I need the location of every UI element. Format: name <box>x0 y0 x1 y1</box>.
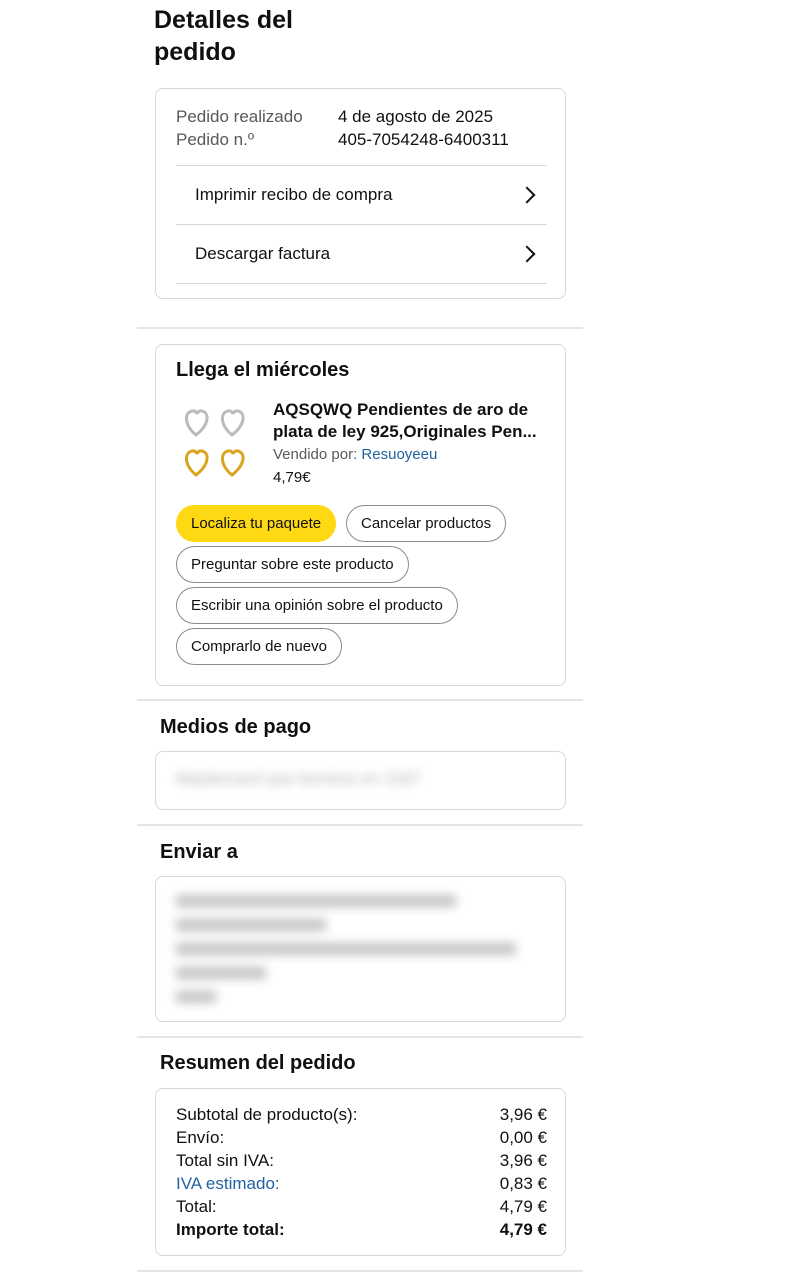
section-divider <box>137 1036 583 1038</box>
summary-value: 4,79 € <box>499 1220 547 1239</box>
product-image[interactable] <box>180 401 248 481</box>
summary-label: Importe total: <box>176 1220 285 1239</box>
summary-value: 0,00 € <box>499 1128 547 1147</box>
divider <box>176 283 547 284</box>
sold-by-label: Vendido por: <box>273 446 358 463</box>
summary-row-total-before-tax <box>176 1149 547 1172</box>
order-info-card <box>155 88 566 299</box>
summary-label: Envío: <box>176 1128 225 1147</box>
section-divider <box>137 824 583 826</box>
summary-row-shipping <box>176 1126 547 1149</box>
order-number-label: Pedido n.º <box>176 130 255 149</box>
order-placed-label: Pedido realizado <box>176 107 303 126</box>
buy-again-button[interactable]: Comprarlo de nuevo <box>176 628 342 665</box>
track-package-button[interactable]: Localiza tu paquete <box>176 505 336 542</box>
summary-label: Total: <box>176 1197 217 1216</box>
summary-label: Total sin IVA: <box>176 1151 274 1170</box>
order-number-value: 405-7054248-6400311 <box>338 130 509 149</box>
payment-method: Mastercard que termina en 1187 <box>176 769 421 788</box>
summary-value: 3,96 € <box>499 1105 547 1124</box>
redacted-address <box>176 891 536 1009</box>
seller-line <box>273 446 437 463</box>
summary-value: 3,96 € <box>499 1151 547 1170</box>
summary-value: 4,79 € <box>499 1197 547 1216</box>
download-invoice-link[interactable] <box>176 224 547 283</box>
delivery-heading: Llega el miércoles <box>176 359 350 381</box>
download-invoice-label: Descargar factura <box>195 244 331 263</box>
cancel-items-button[interactable]: Cancelar productos <box>346 505 506 542</box>
summary-value: 0,83 € <box>499 1174 547 1193</box>
shipping-address-card <box>155 876 566 1022</box>
payment-card[interactable] <box>155 751 566 810</box>
ask-product-question-button[interactable]: Preguntar sobre este producto <box>176 546 409 583</box>
chevron-right-icon <box>519 246 536 263</box>
page-title: Detalles del pedido <box>154 6 293 66</box>
delivery-card <box>155 344 566 686</box>
product-title[interactable]: AQSQWQ Pendientes de aro de plata de ley 925,Originales Pen... <box>273 400 537 441</box>
summary-label: Subtotal de producto(s): <box>176 1105 358 1124</box>
summary-row-total <box>176 1195 547 1218</box>
section-divider <box>137 327 583 329</box>
write-review-button[interactable]: Escribir una opinión sobre el producto <box>176 587 458 624</box>
print-receipt-label: Imprimir recibo de compra <box>195 185 393 204</box>
summary-heading: Resumen del pedido <box>160 1052 356 1074</box>
chevron-right-icon <box>519 187 536 204</box>
summary-row-subtotal <box>176 1103 547 1126</box>
summary-row-estimated-tax <box>176 1172 547 1195</box>
section-divider <box>137 1270 583 1272</box>
print-receipt-link[interactable] <box>176 165 547 224</box>
payment-heading: Medios de pago <box>160 716 312 738</box>
shipping-heading: Enviar a <box>160 841 238 863</box>
product-price: 4,79€ <box>273 469 311 486</box>
order-summary-card <box>155 1088 566 1256</box>
section-divider <box>137 699 583 701</box>
order-placed-date: 4 de agosto de 2025 <box>338 107 494 126</box>
summary-row-grand-total <box>176 1218 547 1241</box>
estimated-tax-link[interactable]: IVA estimado: <box>176 1174 280 1193</box>
seller-link[interactable]: Resuoyeeu <box>361 446 438 463</box>
